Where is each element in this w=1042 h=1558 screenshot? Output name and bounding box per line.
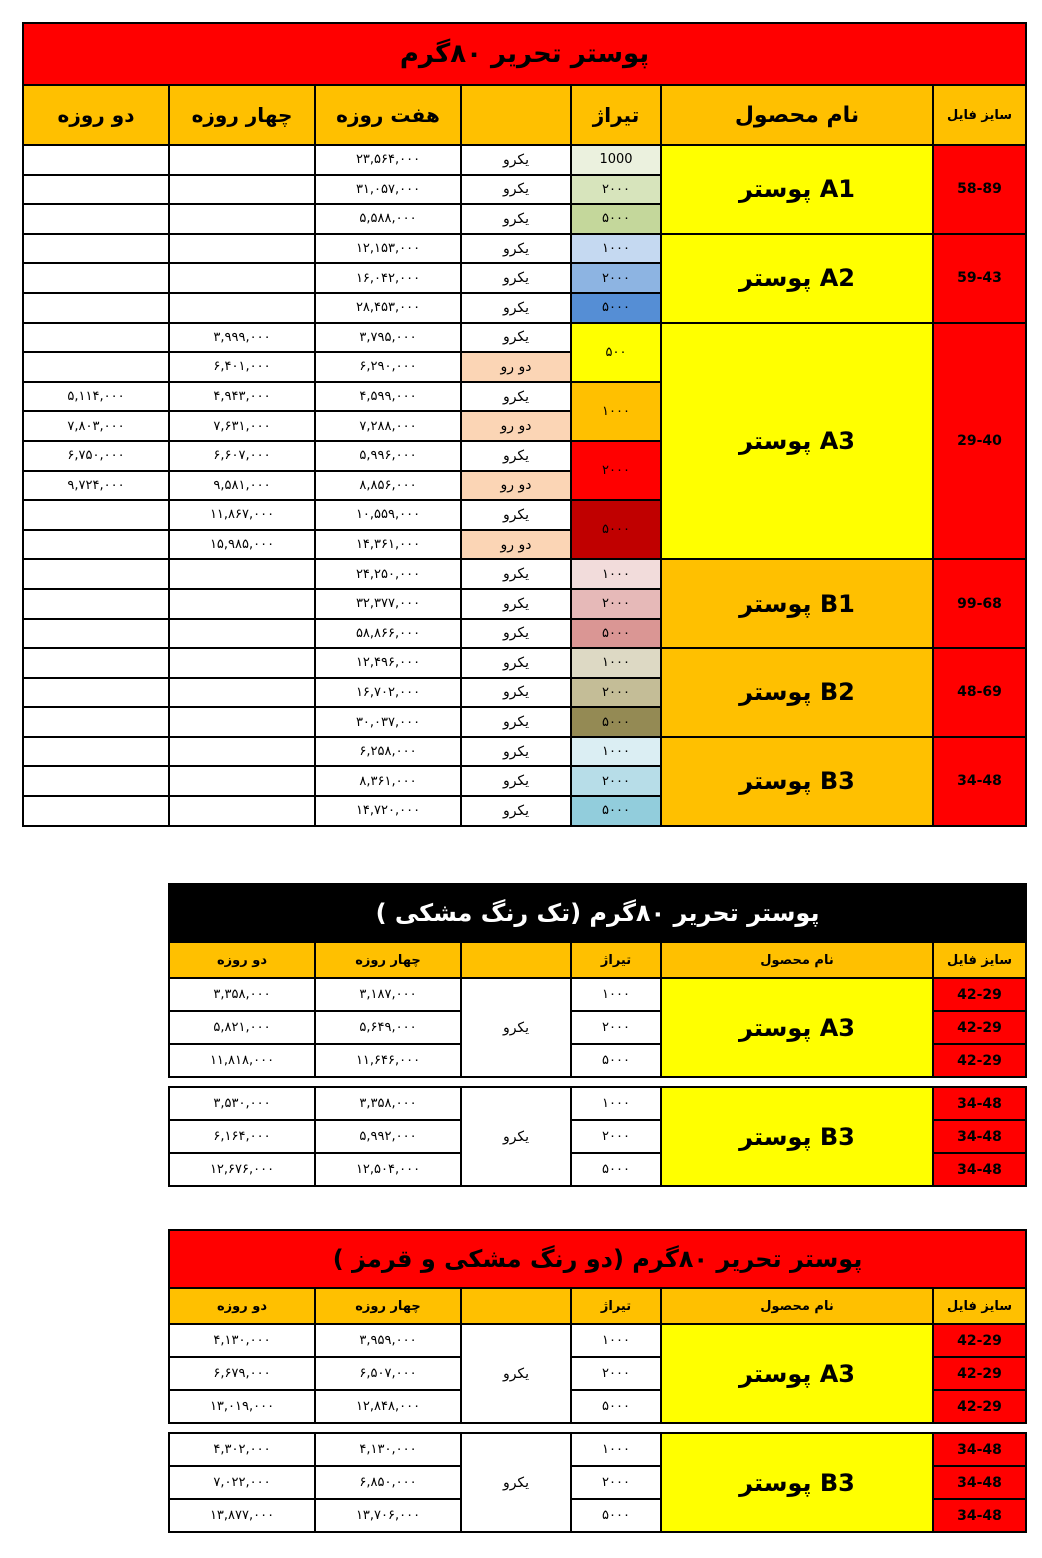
price-chahar-ruzeh <box>169 145 315 175</box>
price-haft-ruzeh: ۶,۲۹۰,۰۰۰ <box>315 352 461 382</box>
price-haft-ruzeh: ۱۲,۱۵۳,۰۰۰ <box>315 234 461 264</box>
header-side <box>461 1288 571 1324</box>
tiraj-value: ۱۰۰۰ <box>571 1433 661 1466</box>
price-chahar-ruzeh <box>169 796 315 826</box>
header-tiraj: تیراژ <box>571 1288 661 1324</box>
print-side: یکرو <box>461 175 571 205</box>
separator-cell <box>169 1077 1026 1087</box>
product-name: پوستر B3 <box>661 737 933 826</box>
price-table-black-red <box>168 1229 1027 1533</box>
file-size: 99-68 <box>933 559 1026 648</box>
price-chahar-ruzeh: ۶,۸۵۰,۰۰۰ <box>315 1466 461 1499</box>
price-do-ruzeh: ۵,۱۱۴,۰۰۰ <box>23 382 169 412</box>
header-side <box>461 942 571 978</box>
print-side: یکرو <box>461 500 571 530</box>
print-side: یکرو <box>461 1324 571 1423</box>
price-do-ruzeh: ۱۲,۶۷۶,۰۰۰ <box>169 1153 315 1186</box>
header-tiraj: تیراژ <box>571 942 661 978</box>
tiraj-value: ۵۰۰۰ <box>571 1499 661 1532</box>
separator-cell <box>169 1423 1026 1433</box>
price-haft-ruzeh: ۳,۷۹۵,۰۰۰ <box>315 323 461 353</box>
block-separator <box>169 1423 1026 1433</box>
price-haft-ruzeh: ۵,۵۸۸,۰۰۰ <box>315 204 461 234</box>
price-do-ruzeh <box>23 530 169 560</box>
tiraj-value: ۱۰۰۰ <box>571 737 661 767</box>
tiraj-value: ۱۰۰۰ <box>571 559 661 589</box>
print-side: دو رو <box>461 352 571 382</box>
tiraj-value: ۵۰۰۰ <box>571 796 661 826</box>
file-size: 34-48 <box>933 737 1026 826</box>
price-do-ruzeh: ۷,۸۰۳,۰۰۰ <box>23 411 169 441</box>
price-do-ruzeh <box>23 323 169 353</box>
print-side: یکرو <box>461 1433 571 1532</box>
price-haft-ruzeh: ۸,۸۵۶,۰۰۰ <box>315 471 461 501</box>
table-row <box>169 1324 1026 1357</box>
print-side: دو رو <box>461 530 571 560</box>
price-do-ruzeh: ۴,۱۳۰,۰۰۰ <box>169 1324 315 1357</box>
price-haft-ruzeh: ۳۰,۰۳۷,۰۰۰ <box>315 707 461 737</box>
price-haft-ruzeh: ۳۲,۳۷۷,۰۰۰ <box>315 589 461 619</box>
price-do-ruzeh <box>23 145 169 175</box>
price-chahar-ruzeh: ۶,۶۰۷,۰۰۰ <box>169 441 315 471</box>
tiraj-value: 1000 <box>571 145 661 175</box>
price-haft-ruzeh: ۱۴,۷۲۰,۰۰۰ <box>315 796 461 826</box>
file-size: 48-69 <box>933 648 1026 737</box>
price-do-ruzeh: ۶,۱۶۴,۰۰۰ <box>169 1120 315 1153</box>
table2-title: پوستر تحریر ۸۰گرم (تک رنگ مشکی ) <box>169 884 1026 942</box>
price-chahar-ruzeh: ۶,۴۰۱,۰۰۰ <box>169 352 315 382</box>
header-size: سایز فایل <box>933 942 1026 978</box>
product-name: پوستر A3 <box>661 323 933 560</box>
tiraj-value: ۵۰۰۰ <box>571 619 661 649</box>
tiraj-value: ۵۰۰۰ <box>571 1153 661 1186</box>
header-size: سایز فایل <box>933 1288 1026 1324</box>
table1-title: پوستر تحریر ۸۰گرم <box>23 23 1026 85</box>
product-name: پوستر B3 <box>661 1433 933 1532</box>
price-chahar-ruzeh: ۴,۹۴۳,۰۰۰ <box>169 382 315 412</box>
tiraj-value: ۵۰۰ <box>571 323 661 382</box>
price-chahar-ruzeh: ۳,۹۵۹,۰۰۰ <box>315 1324 461 1357</box>
product-name: پوستر A2 <box>661 234 933 323</box>
table3-header-row <box>169 1288 1026 1324</box>
price-haft-ruzeh: ۱۶,۷۰۲,۰۰۰ <box>315 678 461 708</box>
price-table-black <box>168 883 1027 1187</box>
price-do-ruzeh <box>23 293 169 323</box>
price-do-ruzeh: ۵,۸۲۱,۰۰۰ <box>169 1011 315 1044</box>
print-side: یکرو <box>461 382 571 412</box>
print-side: یکرو <box>461 648 571 678</box>
price-do-ruzeh: ۱۳,۰۱۹,۰۰۰ <box>169 1390 315 1423</box>
print-side: یکرو <box>461 619 571 649</box>
price-chahar-ruzeh: ۳,۱۸۷,۰۰۰ <box>315 978 461 1011</box>
price-do-ruzeh <box>23 559 169 589</box>
price-chahar-ruzeh: ۵,۹۹۲,۰۰۰ <box>315 1120 461 1153</box>
price-do-ruzeh <box>23 263 169 293</box>
file-size: 42-29 <box>933 1324 1026 1357</box>
price-chahar-ruzeh <box>169 737 315 767</box>
price-haft-ruzeh: ۵,۹۹۶,۰۰۰ <box>315 441 461 471</box>
price-haft-ruzeh: ۲۳,۵۶۴,۰۰۰ <box>315 145 461 175</box>
print-side: یکرو <box>461 978 571 1077</box>
price-do-ruzeh: ۴,۳۰۲,۰۰۰ <box>169 1433 315 1466</box>
price-do-ruzeh <box>23 352 169 382</box>
price-chahar-ruzeh <box>169 559 315 589</box>
price-chahar-ruzeh: ۹,۵۸۱,۰۰۰ <box>169 471 315 501</box>
file-size: 42-29 <box>933 1390 1026 1423</box>
tiraj-value: ۲۰۰۰ <box>571 1466 661 1499</box>
price-chahar-ruzeh: ۱۲,۸۴۸,۰۰۰ <box>315 1390 461 1423</box>
tiraj-value: ۱۰۰۰ <box>571 382 661 441</box>
tiraj-value: ۱۰۰۰ <box>571 234 661 264</box>
price-haft-ruzeh: ۱۴,۳۶۱,۰۰۰ <box>315 530 461 560</box>
table1-header-row <box>23 85 1026 145</box>
tiraj-value: ۲۰۰۰ <box>571 1357 661 1390</box>
price-do-ruzeh <box>23 796 169 826</box>
header-size: سایز فایل <box>933 85 1026 145</box>
header-chahar-ruzeh: چهار روزه <box>315 1288 461 1324</box>
tiraj-value: ۱۰۰۰ <box>571 648 661 678</box>
price-chahar-ruzeh: ۱۱,۶۴۶,۰۰۰ <box>315 1044 461 1077</box>
header-haft-ruzeh: هفت روزه <box>315 85 461 145</box>
price-haft-ruzeh: ۱۰,۵۵۹,۰۰۰ <box>315 500 461 530</box>
header-do-ruzeh: دو روزه <box>169 942 315 978</box>
table-row <box>169 978 1026 1011</box>
tiraj-value: ۵۰۰۰ <box>571 1390 661 1423</box>
price-do-ruzeh: ۱۱,۸۱۸,۰۰۰ <box>169 1044 315 1077</box>
header-product: نام محصول <box>661 1288 933 1324</box>
price-chahar-ruzeh <box>169 648 315 678</box>
file-size: 29-40 <box>933 323 1026 560</box>
product-name: پوستر A3 <box>661 1324 933 1423</box>
price-haft-ruzeh: ۱۶,۰۴۲,۰۰۰ <box>315 263 461 293</box>
print-side: یکرو <box>461 441 571 471</box>
price-chahar-ruzeh: ۴,۱۳۰,۰۰۰ <box>315 1433 461 1466</box>
file-size: 34-48 <box>933 1087 1026 1120</box>
price-do-ruzeh: ۷,۰۲۲,۰۰۰ <box>169 1466 315 1499</box>
print-side: یکرو <box>461 204 571 234</box>
file-size: 42-29 <box>933 1044 1026 1077</box>
table3-title: پوستر تحریر ۸۰گرم (دو رنگ مشکی و قرمز ) <box>169 1230 1026 1288</box>
price-haft-ruzeh: ۶,۲۵۸,۰۰۰ <box>315 737 461 767</box>
print-side: یکرو <box>461 263 571 293</box>
file-size: 42-29 <box>933 1357 1026 1390</box>
price-do-ruzeh <box>23 648 169 678</box>
print-side: یکرو <box>461 737 571 767</box>
price-chahar-ruzeh <box>169 589 315 619</box>
print-side: یکرو <box>461 1087 571 1186</box>
tiraj-value: ۲۰۰۰ <box>571 766 661 796</box>
tiraj-value: ۱۰۰۰ <box>571 1087 661 1120</box>
product-name: پوستر B2 <box>661 648 933 737</box>
print-side: یکرو <box>461 796 571 826</box>
price-chahar-ruzeh <box>169 263 315 293</box>
file-size: 34-48 <box>933 1120 1026 1153</box>
header-do-ruzeh: دو روزه <box>169 1288 315 1324</box>
price-chahar-ruzeh <box>169 678 315 708</box>
price-chahar-ruzeh: ۱۵,۹۸۵,۰۰۰ <box>169 530 315 560</box>
price-table-main <box>22 22 1027 827</box>
print-side: یکرو <box>461 234 571 264</box>
print-side: یکرو <box>461 293 571 323</box>
price-haft-ruzeh: ۴,۵۹۹,۰۰۰ <box>315 382 461 412</box>
print-side: یکرو <box>461 145 571 175</box>
price-do-ruzeh <box>23 619 169 649</box>
table-row <box>23 648 1026 678</box>
price-do-ruzeh <box>23 234 169 264</box>
product-name: پوستر A1 <box>661 145 933 234</box>
tiraj-value: ۵۰۰۰ <box>571 707 661 737</box>
tiraj-value: ۲۰۰۰ <box>571 1120 661 1153</box>
price-chahar-ruzeh: ۷,۶۳۱,۰۰۰ <box>169 411 315 441</box>
print-side: یکرو <box>461 766 571 796</box>
print-side: دو رو <box>461 411 571 441</box>
tiraj-value: ۲۰۰۰ <box>571 678 661 708</box>
price-chahar-ruzeh: ۳,۹۹۹,۰۰۰ <box>169 323 315 353</box>
block-separator <box>169 1077 1026 1087</box>
file-size: 59-43 <box>933 234 1026 323</box>
table-row <box>23 323 1026 353</box>
price-haft-ruzeh: ۸,۳۶۱,۰۰۰ <box>315 766 461 796</box>
print-side: یکرو <box>461 559 571 589</box>
price-chahar-ruzeh <box>169 234 315 264</box>
tiraj-value: ۲۰۰۰ <box>571 589 661 619</box>
tiraj-value: ۵۰۰۰ <box>571 204 661 234</box>
header-chahar-ruzeh: چهار روزه <box>169 85 315 145</box>
print-side: یکرو <box>461 323 571 353</box>
price-chahar-ruzeh: ۵,۶۴۹,۰۰۰ <box>315 1011 461 1044</box>
table-row <box>23 145 1026 175</box>
file-size: 34-48 <box>933 1499 1026 1532</box>
price-do-ruzeh <box>23 175 169 205</box>
tiraj-value: ۵۰۰۰ <box>571 293 661 323</box>
tiraj-value: ۵۰۰۰ <box>571 500 661 559</box>
price-chahar-ruzeh: ۱۱,۸۶۷,۰۰۰ <box>169 500 315 530</box>
file-size: 58-89 <box>933 145 1026 234</box>
header-product: نام محصول <box>661 942 933 978</box>
header-product: نام محصول <box>661 85 933 145</box>
product-name: پوستر A3 <box>661 978 933 1077</box>
price-do-ruzeh <box>23 500 169 530</box>
print-side: یکرو <box>461 678 571 708</box>
price-do-ruzeh: ۹,۷۲۴,۰۰۰ <box>23 471 169 501</box>
file-size: 42-29 <box>933 978 1026 1011</box>
header-do-ruzeh: دو روزه <box>23 85 169 145</box>
file-size: 34-48 <box>933 1153 1026 1186</box>
price-haft-ruzeh: ۱۲,۴۹۶,۰۰۰ <box>315 648 461 678</box>
print-side: دو رو <box>461 471 571 501</box>
header-side <box>461 85 571 145</box>
price-haft-ruzeh: ۷,۲۸۸,۰۰۰ <box>315 411 461 441</box>
price-haft-ruzeh: ۳۱,۰۵۷,۰۰۰ <box>315 175 461 205</box>
price-haft-ruzeh: ۲۴,۲۵۰,۰۰۰ <box>315 559 461 589</box>
header-tiraj: تیراژ <box>571 85 661 145</box>
price-do-ruzeh <box>23 737 169 767</box>
table-row <box>169 1433 1026 1466</box>
price-chahar-ruzeh: ۳,۳۵۸,۰۰۰ <box>315 1087 461 1120</box>
price-do-ruzeh <box>23 678 169 708</box>
file-size: 34-48 <box>933 1466 1026 1499</box>
tiraj-value: ۲۰۰۰ <box>571 175 661 205</box>
price-chahar-ruzeh: ۶,۵۰۷,۰۰۰ <box>315 1357 461 1390</box>
price-chahar-ruzeh <box>169 766 315 796</box>
price-chahar-ruzeh <box>169 175 315 205</box>
price-do-ruzeh: ۱۳,۸۷۷,۰۰۰ <box>169 1499 315 1532</box>
price-do-ruzeh <box>23 766 169 796</box>
tiraj-value: ۵۰۰۰ <box>571 1044 661 1077</box>
price-do-ruzeh <box>23 204 169 234</box>
price-do-ruzeh <box>23 707 169 737</box>
price-chahar-ruzeh <box>169 293 315 323</box>
product-name: پوستر B1 <box>661 559 933 648</box>
file-size: 42-29 <box>933 1011 1026 1044</box>
price-do-ruzeh: ۳,۳۵۸,۰۰۰ <box>169 978 315 1011</box>
price-do-ruzeh: ۶,۷۵۰,۰۰۰ <box>23 441 169 471</box>
header-chahar-ruzeh: چهار روزه <box>315 942 461 978</box>
price-haft-ruzeh: ۵۸,۸۶۶,۰۰۰ <box>315 619 461 649</box>
price-chahar-ruzeh: ۱۳,۷۰۶,۰۰۰ <box>315 1499 461 1532</box>
table-row <box>23 559 1026 589</box>
table-row <box>169 1087 1026 1120</box>
price-chahar-ruzeh <box>169 619 315 649</box>
price-chahar-ruzeh <box>169 204 315 234</box>
price-do-ruzeh: ۳,۵۳۰,۰۰۰ <box>169 1087 315 1120</box>
price-chahar-ruzeh <box>169 707 315 737</box>
print-side: یکرو <box>461 707 571 737</box>
tiraj-value: ۱۰۰۰ <box>571 978 661 1011</box>
tiraj-value: ۲۰۰۰ <box>571 1011 661 1044</box>
price-chahar-ruzeh: ۱۲,۵۰۴,۰۰۰ <box>315 1153 461 1186</box>
price-do-ruzeh: ۶,۶۷۹,۰۰۰ <box>169 1357 315 1390</box>
price-do-ruzeh <box>23 589 169 619</box>
table2-header-row <box>169 942 1026 978</box>
print-side: یکرو <box>461 589 571 619</box>
file-size: 34-48 <box>933 1433 1026 1466</box>
tiraj-value: ۱۰۰۰ <box>571 1324 661 1357</box>
table-row <box>23 737 1026 767</box>
product-name: پوستر B3 <box>661 1087 933 1186</box>
table-row <box>23 234 1026 264</box>
tiraj-value: ۲۰۰۰ <box>571 441 661 500</box>
tiraj-value: ۲۰۰۰ <box>571 263 661 293</box>
price-haft-ruzeh: ۲۸,۴۵۳,۰۰۰ <box>315 293 461 323</box>
